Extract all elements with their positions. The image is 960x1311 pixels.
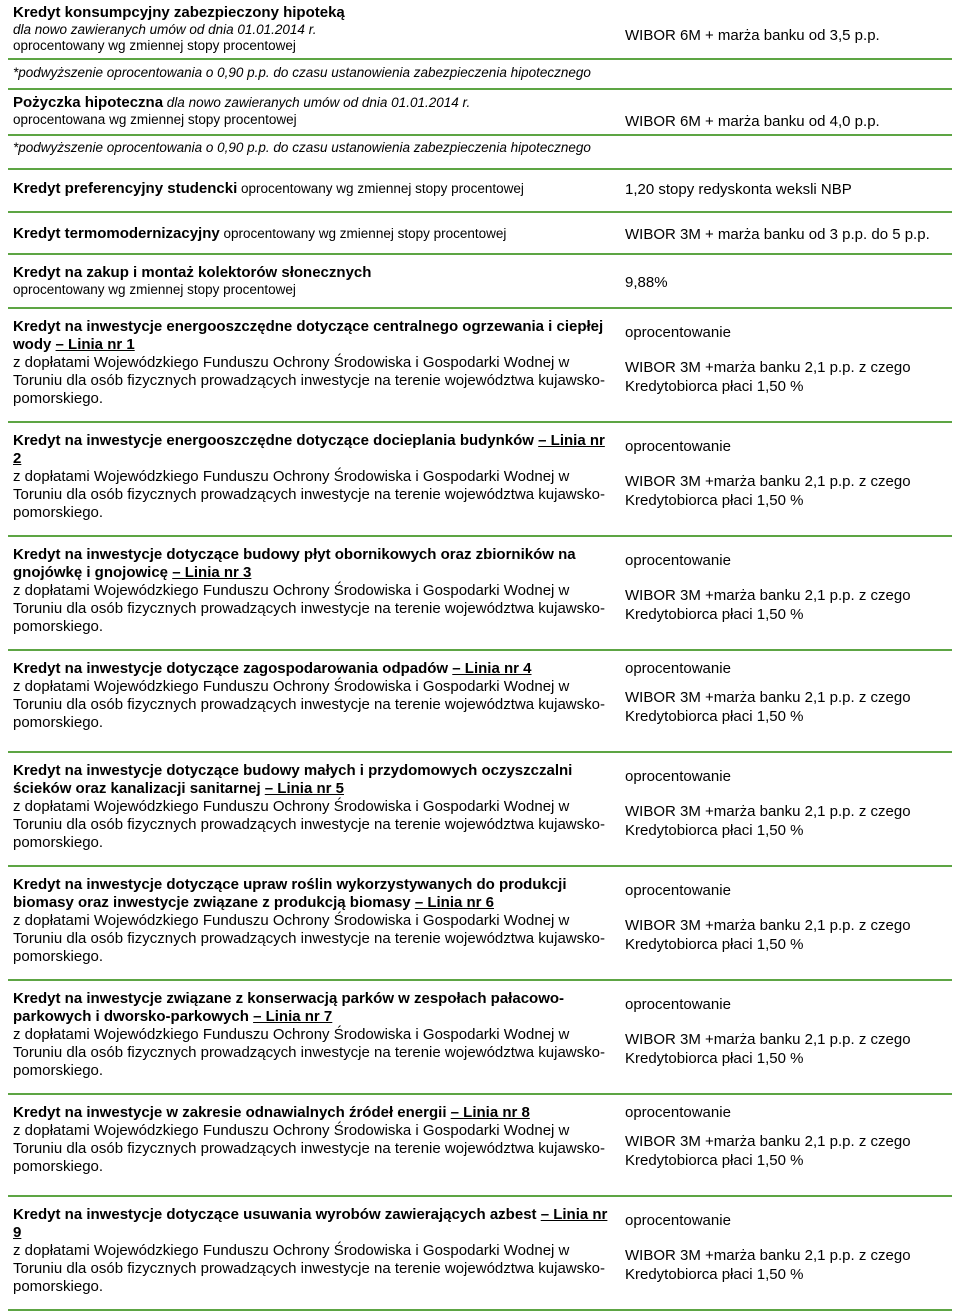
loan-title: Kredyt preferencyjny studencki <box>13 180 238 197</box>
rate-label: oprocentowanie <box>625 1104 731 1121</box>
loan-title <box>13 990 613 1026</box>
footnote: *podwyższenie oprocentowania o 0,90 p.p. do czasu ustanowienia zabezpieczenia hipotecznego <box>13 65 591 80</box>
loan-subtitle: dla nowo zawieranych umów od dnia 01.01.2014 r. <box>13 22 317 37</box>
loan-subtitle: dla nowo zawieranych umów od dnia 01.01.2014 r. <box>163 95 471 110</box>
subsidy-text: z dopłatami Wojewódzkiego Funduszu Ochrony Środowiska i Gospodarki Wodnej w Toruniu dla osób fizycznych prowadzących inwestycje na terenie województwa kujawsko-pomorskiego. <box>13 1026 605 1079</box>
rate-label: oprocentowanie <box>625 552 731 569</box>
borrower-rate: Kredytobiorca płaci 1,50 % <box>625 1152 804 1169</box>
loan-line-number: – Linia nr 4 <box>452 660 532 677</box>
loan-row-line-8 <box>8 1095 952 1197</box>
loan-line-number: – Linia nr 7 <box>253 1008 333 1025</box>
loan-rate: WIBOR 3M +marża banku 2,1 p.p. z czego <box>625 1247 911 1264</box>
subsidy-text: z dopłatami Wojewódzkiego Funduszu Ochrony Środowiska i Gospodarki Wodnej w Toruniu dla osób fizycznych prowadzących inwestycje na terenie województwa kujawsko-pomorskiego. <box>13 1242 605 1295</box>
borrower-rate: Kredytobiorca płaci 1,50 % <box>625 708 804 725</box>
loan-row-line-4 <box>8 651 952 753</box>
loan-title <box>13 1104 613 1122</box>
loan-title-main: Kredyt na inwestycje energooszczędne dotyczące centralnego ogrzewania i ciepłej wody <box>13 318 604 353</box>
subsidy-text: z dopłatami Wojewódzkiego Funduszu Ochrony Środowiska i Gospodarki Wodnej w Toruniu dla osób fizycznych prowadzących inwestycje na terenie województwa kujawsko-pomorskiego. <box>13 468 605 521</box>
loan-title <box>13 432 613 468</box>
footnote: *podwyższenie oprocentowania o 0,90 p.p. do czasu ustanowienia zabezpieczenia hipotecznego <box>13 140 591 155</box>
loan-row-line-1 <box>8 309 952 423</box>
loan-row-student <box>8 170 952 213</box>
loan-title-main: Kredyt na inwestycje dotyczące zagospodarowania odpadów <box>13 660 453 677</box>
loan-rate: WIBOR 3M + marża banku od 3 p.p. do 5 p.p. <box>625 226 930 243</box>
loan-title: Kredyt na zakup i montaż kolektorów słonecznych <box>13 264 372 281</box>
loan-rate: 1,20 stopy redyskonta weksli NBP <box>625 181 852 198</box>
loan-rate: WIBOR 3M +marża banku 2,1 p.p. z czego <box>625 803 911 820</box>
loan-title: Kredyt konsumpcyjny zabezpieczony hipoteką <box>13 4 345 21</box>
rate-label: oprocentowanie <box>625 324 731 341</box>
loan-rate: WIBOR 3M +marża banku 2,1 p.p. z czego <box>625 587 911 604</box>
loan-row-line-5 <box>8 753 952 867</box>
borrower-rate: Kredytobiorca płaci 1,50 % <box>625 822 804 839</box>
subsidy-text: z dopłatami Wojewódzkiego Funduszu Ochrony Środowiska i Gospodarki Wodnej w Toruniu dla osób fizycznych prowadzących inwestycje na terenie województwa kujawsko-pomorskiego. <box>13 1122 605 1175</box>
loan-description: oprocentowany wg zmiennej stopy procentowej <box>13 282 296 297</box>
loan-title <box>13 546 613 582</box>
loan-rate: WIBOR 6M + marża banku od 4,0 p.p. <box>625 113 880 130</box>
loan-row-line-9 <box>8 1197 952 1311</box>
loan-rate: WIBOR 3M +marża banku 2,1 p.p. z czego <box>625 359 911 376</box>
loan-rates-table <box>8 2 952 1311</box>
borrower-rate: Kredytobiorca płaci 1,50 % <box>625 378 804 395</box>
loan-title <box>13 876 613 912</box>
borrower-rate: Kredytobiorca płaci 1,50 % <box>625 1266 804 1283</box>
loan-title-main: Kredyt na inwestycje energooszczędne dotyczące docieplania budynków <box>13 432 539 449</box>
note-row <box>8 136 952 170</box>
loan-line-number: – Linia nr 1 <box>55 336 135 353</box>
loan-rate: 9,88% <box>625 274 668 291</box>
loan-row-solar-collectors <box>8 255 952 309</box>
loan-description: oprocentowany wg zmiennej stopy procentowej <box>219 226 507 241</box>
loan-row-line-2 <box>8 423 952 537</box>
loan-row-line-3 <box>8 537 952 651</box>
rate-label: oprocentowanie <box>625 768 731 785</box>
loan-description: oprocentowany wg zmiennej stopy procentowej <box>237 181 524 196</box>
subsidy-text: z dopłatami Wojewódzkiego Funduszu Ochrony Środowiska i Gospodarki Wodnej w Toruniu dla osób fizycznych prowadzących inwestycje na terenie województwa kujawsko-pomorskiego. <box>13 678 605 731</box>
loan-title-main: Kredyt na inwestycje dotyczące budowy małych i przydomowych oczyszczalni ścieków oraz kanalizacji sanitarnej <box>13 762 573 797</box>
rate-label: oprocentowanie <box>625 438 731 455</box>
loan-title: Pożyczka hipoteczna <box>13 94 164 111</box>
rate-label: oprocentowanie <box>625 660 731 677</box>
loan-rate: WIBOR 3M +marża banku 2,1 p.p. z czego <box>625 917 911 934</box>
rate-label: oprocentowanie <box>625 996 731 1013</box>
line-loan-list <box>8 309 952 1311</box>
loan-line-number: – Linia nr 6 <box>414 894 495 911</box>
loan-title-main: Kredyt na inwestycje dotyczące upraw roślin wykorzystywanych do produkcji biomasy oraz inwestycje związane z produkcją biomasy <box>13 876 567 911</box>
loan-rate: WIBOR 6M + marża banku od 3,5 p.p. <box>625 27 880 44</box>
loan-rate: WIBOR 3M +marża banku 2,1 p.p. z czego <box>625 1031 911 1048</box>
note-row <box>8 60 952 88</box>
loan-description: oprocentowany wg zmiennej stopy procentowej <box>13 38 296 53</box>
loan-rate: WIBOR 3M +marża banku 2,1 p.p. z czego <box>625 1133 911 1150</box>
loan-title <box>13 660 613 678</box>
loan-line-number: – Linia nr 2 <box>13 432 605 467</box>
loan-row-line-7 <box>8 981 952 1095</box>
loan-title-main: Kredyt na inwestycje w zakresie odnawialnych źródeł energii <box>13 1104 451 1121</box>
loan-row-line-6 <box>8 867 952 981</box>
loan-row-thermomodernisation <box>8 213 952 255</box>
loan-title <box>13 1206 613 1242</box>
loan-title <box>13 318 613 354</box>
loan-title-main: Kredyt na inwestycje związane z konserwacją parków w zespołach pałacowo-parkowych i dworsko-parkowych <box>13 990 565 1025</box>
loan-rate: WIBOR 3M +marża banku 2,1 p.p. z czego <box>625 689 911 706</box>
loan-title <box>13 762 613 798</box>
loan-title-main: Kredyt na inwestycje dotyczące usuwania wyrobów zawierających azbest <box>13 1206 541 1223</box>
subsidy-text: z dopłatami Wojewódzkiego Funduszu Ochrony Środowiska i Gospodarki Wodnej w Toruniu dla osób fizycznych prowadzących inwestycje na terenie województwa kujawsko-pomorskiego. <box>13 582 605 635</box>
loan-row-consumer-mortgage <box>8 2 952 60</box>
loan-title: Kredyt termomodernizacyjny <box>13 225 220 242</box>
borrower-rate: Kredytobiorca płaci 1,50 % <box>625 936 804 953</box>
loan-description: oprocentowana wg zmiennej stopy procentowej <box>13 112 297 127</box>
loan-row-mortgage <box>8 88 952 136</box>
loan-line-number: – Linia nr 3 <box>172 564 252 581</box>
loan-line-number: – Linia nr 5 <box>264 780 344 797</box>
loan-line-number: – Linia nr 9 <box>13 1206 608 1241</box>
subsidy-text: z dopłatami Wojewódzkiego Funduszu Ochrony Środowiska i Gospodarki Wodnej w Toruniu dla osób fizycznych prowadzących inwestycje na terenie województwa kujawsko-pomorskiego. <box>13 354 605 407</box>
borrower-rate: Kredytobiorca płaci 1,50 % <box>625 606 804 623</box>
rate-label: oprocentowanie <box>625 1212 731 1229</box>
borrower-rate: Kredytobiorca płaci 1,50 % <box>625 492 804 509</box>
loan-title-main: Kredyt na inwestycje dotyczące budowy płyt obornikowych oraz zbiorników na gnojówkę i gnojowicę <box>13 546 576 581</box>
loan-line-number: – Linia nr 8 <box>450 1104 530 1121</box>
subsidy-text: z dopłatami Wojewódzkiego Funduszu Ochrony Środowiska i Gospodarki Wodnej w Toruniu dla osób fizycznych prowadzących inwestycje na terenie województwa kujawsko-pomorskiego. <box>13 912 605 965</box>
loan-rate: WIBOR 3M +marża banku 2,1 p.p. z czego <box>625 473 911 490</box>
subsidy-text: z dopłatami Wojewódzkiego Funduszu Ochrony Środowiska i Gospodarki Wodnej w Toruniu dla osób fizycznych prowadzących inwestycje na terenie województwa kujawsko-pomorskiego. <box>13 798 605 851</box>
borrower-rate: Kredytobiorca płaci 1,50 % <box>625 1050 804 1067</box>
rate-label: oprocentowanie <box>625 882 731 899</box>
